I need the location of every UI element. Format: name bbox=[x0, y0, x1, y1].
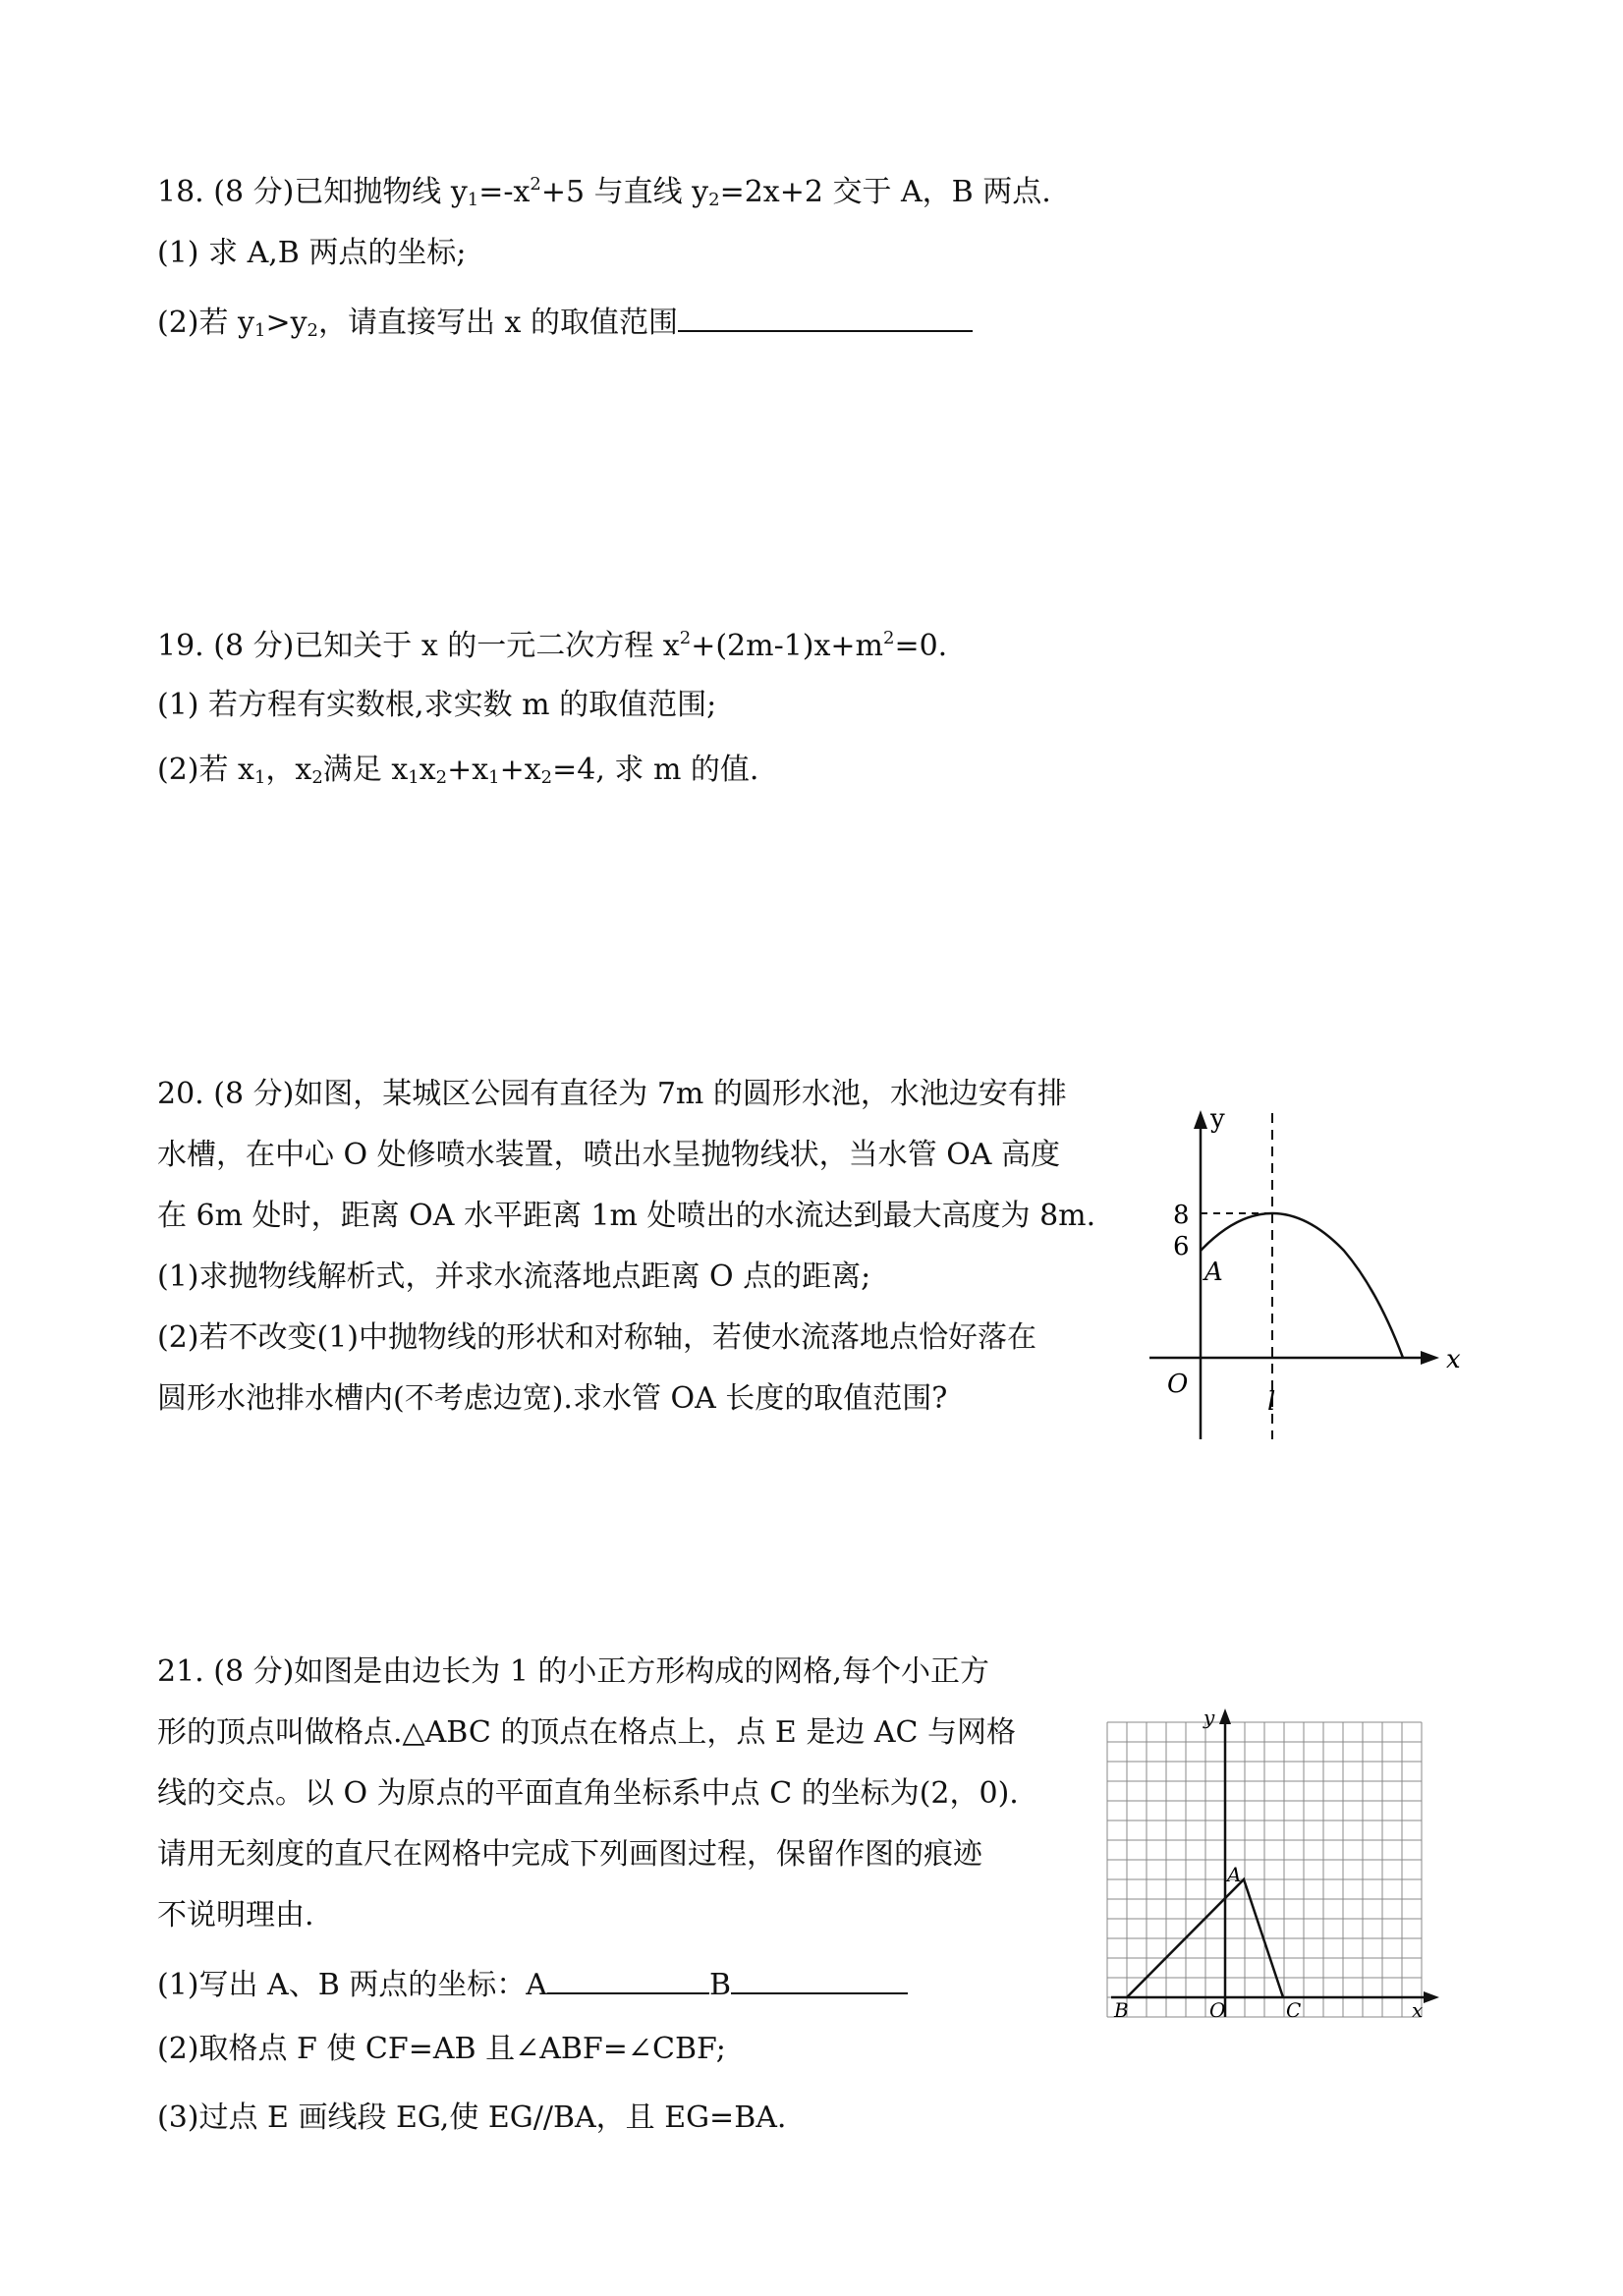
q20-parabola-curve bbox=[1201, 1213, 1403, 1358]
q20-l-label: l bbox=[1267, 1387, 1276, 1417]
q21-answer-blank-a[interactable] bbox=[547, 1963, 709, 1994]
q21-point-c: C bbox=[1286, 1998, 1302, 2022]
q20-part2-line-1: (2)若不改变(1)中抛物线的形状和对称轴，若使水流落地点恰好落在 bbox=[157, 1320, 1036, 1355]
q21-part1: (1)写出 A、B 两点的坐标：A B bbox=[157, 1963, 908, 2005]
q21-y-axis-arrow bbox=[1219, 1708, 1231, 1724]
q20-y-label: y bbox=[1210, 1105, 1225, 1134]
q21-line-3: 线的交点。以 O 为原点的平面直角坐标系中点 C 的坐标为(2，0). bbox=[157, 1776, 1019, 1811]
q21-origin-label: O bbox=[1209, 1998, 1226, 2022]
q20-x-label: x bbox=[1446, 1345, 1461, 1374]
q21-line-4: 请用无刻度的直尺在网格中完成下列画图过程，保留作图的痕迹 bbox=[157, 1837, 982, 1872]
q21-y-label: y bbox=[1203, 1706, 1215, 1729]
q21-grid bbox=[1107, 1722, 1422, 2017]
q21-line-5: 不说明理由. bbox=[157, 1898, 314, 1932]
q19-statement: 19. (8 分)已知关于 x 的一元二次方程 $x^2+(2m-1)x+m^2=0$. bbox=[157, 628, 948, 663]
q20-tick-6: 6 bbox=[1173, 1232, 1190, 1261]
q20-x-axis-arrow bbox=[1421, 1351, 1439, 1365]
q20-line-2: 水槽，在中心 O 处修喷水装置，喷出水呈抛物线状，当水管 OA 高度 bbox=[157, 1138, 1060, 1172]
q18-statement: 18. (8 分)已知抛物线 $y_1=-x^2+5$ 与直线 $y_2=2x+2$ 交于 A，B 两点. bbox=[157, 174, 1051, 210]
q20-line-1: 20. (8 分)如图，某城区公园有直径为 7m 的圆形水池，水池边安有排 bbox=[157, 1077, 1067, 1111]
q18-part1: (1) 求 A,B 两点的坐标; bbox=[157, 236, 467, 270]
q18-part2: (2)若 $y_1>y_2$，请直接写出 x 的取值范围 bbox=[157, 301, 973, 351]
q20-point-a: A bbox=[1204, 1258, 1223, 1287]
q18-answer-blank[interactable] bbox=[678, 301, 973, 332]
q20-line-3: 在 6m 处时，距离 OA 水平距离 1m 处喷出的水流达到最大高度为 8m. bbox=[157, 1199, 1096, 1233]
q21-answer-blank-b[interactable] bbox=[731, 1963, 908, 1994]
q20-tick-8: 8 bbox=[1173, 1201, 1190, 1230]
q20-part1: (1)求抛物线解析式，并求水流落地点距离 O 点的距离; bbox=[157, 1260, 871, 1294]
q21-x-label: x bbox=[1412, 1998, 1424, 2022]
q21-part2: (2)取格点 F 使 CF=AB 且∠ABF=∠CBF; bbox=[157, 2032, 726, 2066]
q21-line-2: 形的顶点叫做格点.△ABC 的顶点在格点上，点 E 是边 AC 与网格 bbox=[157, 1715, 1017, 1750]
q20-part2-line-2: 圆形水池排水槽内(不考虑边宽).求水管 OA 长度的取值范围? bbox=[157, 1381, 948, 1416]
q21-point-b: B bbox=[1114, 1998, 1129, 2022]
q19-part1: (1) 若方程有实数根,求实数 m 的取值范围; bbox=[157, 688, 717, 722]
q20-parabola-figure bbox=[1149, 1105, 1474, 1444]
q20-origin-label: O bbox=[1167, 1370, 1189, 1399]
q21-part3: (3)过点 E 画线段 EG,使 EG//BA，且 EG=BA. bbox=[157, 2100, 787, 2135]
q21-x-axis-arrow bbox=[1424, 1991, 1439, 2003]
q21-line-1: 21. (8 分)如图是由边长为 1 的小正方形构成的网格,每个小正方 bbox=[157, 1654, 989, 1689]
q19-part2: (2)若 $x_1$，$x_2$满足 $x_1x_2+x_1+x_2=4$, 求 m 的值. bbox=[157, 753, 759, 788]
q20-y-axis-arrow bbox=[1194, 1110, 1207, 1129]
q21-grid-figure bbox=[1105, 1705, 1444, 2024]
q21-point-a: A bbox=[1227, 1863, 1242, 1886]
